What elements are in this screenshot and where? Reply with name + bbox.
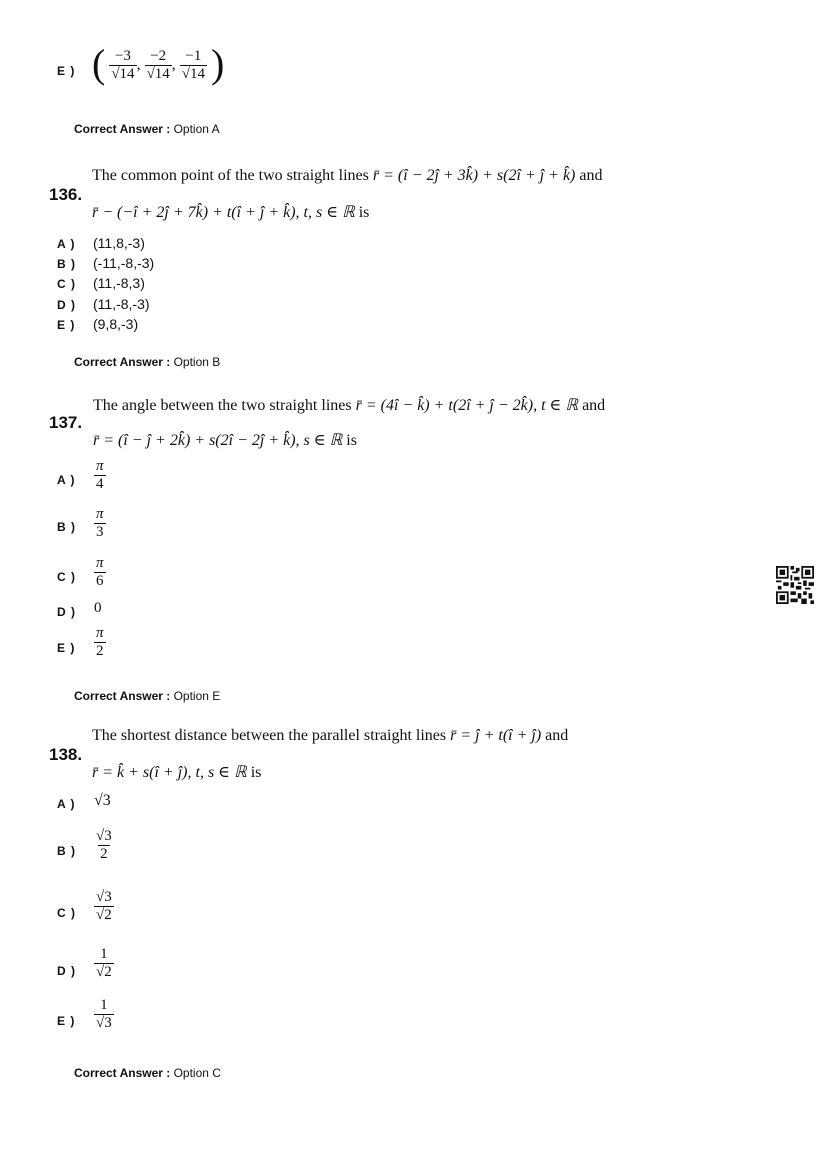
option-label: A ) (57, 797, 76, 811)
option-d-text: 0 (94, 600, 102, 616)
qr-code-icon (776, 566, 814, 604)
paren-open: ( (92, 41, 106, 86)
option-label: A ) (57, 473, 76, 487)
correct-answer: Correct Answer : Option C (74, 1066, 221, 1080)
option-c-fraction: $\frac{\pi}{6}$ (96, 555, 104, 590)
question-stem-line1: The angle between the two straight lines r̄ = (4î − k̂) + t(2î + ĵ − 2k̂), t ∈ ℝ and (93, 397, 606, 414)
option-a-text: √3 (94, 792, 111, 809)
question-stem-line2: r̄ = k̂ + s(î + ĵ), t, s ∈ ℝ is (92, 764, 262, 781)
option-label: B ) (57, 257, 76, 271)
option-label: E ) (57, 318, 76, 332)
option-e-text: (9,8,-3) (93, 316, 139, 332)
option-label: E ) (57, 1014, 76, 1028)
option-label: D ) (57, 298, 76, 312)
option-d-fraction: $\frac{1}{√2}$ (96, 946, 112, 981)
option-a-text: (11,8,-3) (93, 235, 145, 251)
question-stem-line1: The common point of the two straight lines r̄ = (î − 2ĵ + 3k̂) + s(2î + ĵ + k̂) and (92, 167, 603, 184)
fraction: $\frac{-3}{√14}$ (111, 47, 135, 82)
option-label: D ) (57, 964, 76, 978)
question-stem-line1: The shortest distance between the parallel straight lines r̄ = ĵ + t(î + ĵ) and (92, 727, 569, 744)
correct-answer: Correct Answer : Option E (74, 689, 221, 703)
option-label: B ) (57, 844, 76, 858)
option-b-fraction: $\frac{\pi}{3}$ (96, 506, 104, 541)
question-stem-line2: r̄ − (−î + 2ĵ + 7k̂) + t(î + ĵ + k̂), t, s ∈ ℝ is (92, 204, 370, 221)
option-b-text: (-11,-8,-3) (93, 255, 155, 271)
option-label: C ) (57, 570, 76, 584)
option-label: E ) (57, 64, 76, 78)
option-label: A ) (57, 237, 76, 251)
option-label: D ) (57, 605, 76, 619)
correct-answer: Correct Answer : Option B (74, 355, 221, 369)
option-c-text: (11,-8,3) (93, 275, 145, 291)
paren-close: ) (211, 41, 225, 86)
fraction: $\frac{-1}{√14}$ (181, 47, 206, 82)
option-b-fraction: $\frac{√3}{2}$ (96, 828, 112, 863)
option-d-text: (11,-8,-3) (93, 296, 150, 312)
question-number: 136. (49, 185, 83, 204)
option-label: C ) (57, 906, 76, 920)
option-e-fraction: $\frac{\pi}{2}$ (96, 625, 104, 660)
option-label: C ) (57, 277, 76, 291)
question-stem-line2: r̄ = (î − ĵ + 2k̂) + s(2î − 2ĵ + k̂), s ∈ ℝ is (93, 432, 357, 449)
fraction: $\frac{-2}{√14}$ (146, 47, 170, 82)
option-label: B ) (57, 520, 76, 534)
option-label: E ) (57, 641, 76, 655)
correct-answer: Correct Answer : Option A (74, 122, 220, 136)
option-a-fraction: $\frac{\pi}{4}$ (96, 458, 104, 493)
option-e-fraction: $\frac{1}{√3}$ (96, 997, 112, 1032)
question-number: 137. (49, 413, 83, 432)
option-e-vector: ( $\frac{-3}{√14}$ , $\frac{-2}{√14}$ , $\frac{-1}{√14}$ ) (92, 41, 225, 86)
question-number: 138. (49, 745, 83, 764)
option-c-fraction: $\frac{√3}{√2}$ (96, 889, 112, 924)
